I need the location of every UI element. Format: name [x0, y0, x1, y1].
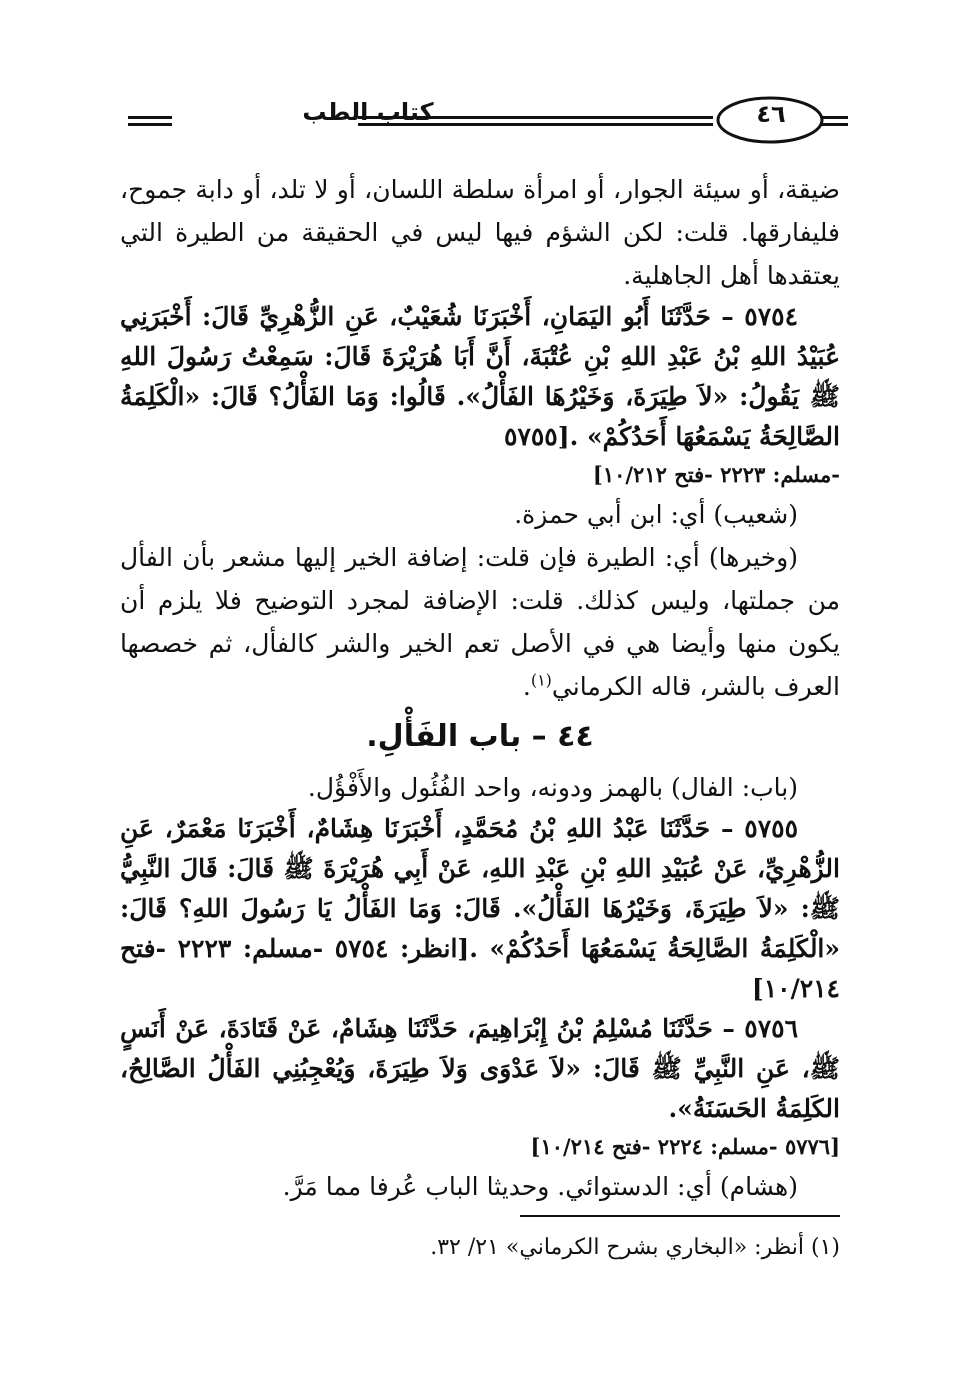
commentary-khayruha-end: . [522, 672, 531, 701]
commentary-chapter: (باب: الفال) بالهمز ودونه، واحد الفُئُول والأَفْؤُل. [307, 773, 798, 802]
book-title: كتاب الطب [302, 98, 434, 126]
main-text [120, 168, 840, 1208]
commentary-hisham: (هشام) أي: الدستوائي. وحديثا الباب عُرفا مما مَرَّ. [282, 1172, 798, 1201]
hadith-5756-reference: [٥٧٧٦ -مسلم: ٢٢٢٤ -فتح ١٠/٢١٤] [530, 1134, 840, 1159]
hadith-5754-reference: -مسلم: ٢٢٢٣ -فتح ١٠/٢١٢] [592, 462, 840, 487]
commentary-shuayb: (شعيب) أي: ابن أبي حمزة. [514, 500, 798, 529]
commentary-khayruha-text: (وخيرها) أي: الطيرة فإن قلت: إضافة الخير إليها مشعر بأن الفأل من جملتها، وليس كذلك. قلت: الإضافة لمجرد التوضيح فلا يلزم أن يكون منها وأيضا هي في الأصل تعم الخير والشر كالفأل، ثم خصصها العرف بالشر، قاله الكرماني [120, 543, 840, 701]
page-header [128, 92, 848, 146]
hadith-5756: ٥٧٥٦ – حَدَّثَنَا مُسْلِمُ بْنُ إِبْرَاهِيمَ، حَدَّثَنَا هِشَامٌ، عَنْ قَتَادَةَ، عَنْ أَنَسٍ ﷺ، عَنِ النَّبِيِّ ﷺ قَالَ: «لاَ عَدْوَى وَلاَ طِيَرَةَ، وَيُعْجِبُنِي الفَأْلُ الصَّالِحُ، الكَلِمَةُ الحَسَنَةُ». [120, 1014, 840, 1123]
hadith-5755: ٥٧٥٥ – حَدَّثَنَا عَبْدُ اللهِ بْنُ مُحَمَّدٍ، أَخْبَرَنَا هِشَامٌ، أَخْبَرَنَا مَعْمَرٌ، عَنِ الزُّهْرِيِّ، عَنْ عُبَيْدِ اللهِ بْنِ عَبْدِ اللهِ، عَنْ أَبِي هُرَيْرَةَ ﷺ قَالَ: قَالَ النَّبِيُّ ﷺ: «لاَ طِيَرَةَ، وَخَيْرُهَا الفَأْلُ». قَالَ: وَمَا الفَأْلُ يَا رَسُولَ اللهِ؟ قَالَ: «الْكَلِمَةُ الصَّالِحَةُ يَسْمَعُهَا أَحَدُكُمْ» .[انظر: ٥٧٥٤ -مسلم: ٢٢٢٣ -فتح ١٠/٢١٤] [120, 814, 841, 1003]
footnote: (١) أنظر: «البخاري بشرح الكرماني» ٢١/ ٣٢. [430, 1235, 840, 1260]
commentary-khayruha [120, 536, 840, 708]
paragraph-continuation: ضيقة، أو سيئة الجوار، أو امرأة سلطة اللسان، أو لا تلد، أو دابة جموح، فليفارقها. قلت: لكن الشؤم فيها ليس في الحقيقة من الطيرة التي يعتقدها أهل الجاهلية. [120, 175, 840, 290]
chapter-heading: ٤٤ – باب الفَأْلِ. [366, 719, 594, 754]
hadith-5754: ٥٧٥٤ – حَدَّثَنَا أَبُو اليَمَانِ، أَخْبَرَنَا شُعَيْبٌ، عَنِ الزُّهْرِيِّ قَالَ: أَخْبَرَنِي عُبَيْدُ اللهِ بْنُ عَبْدِ اللهِ بْنِ عُتْبَةَ، أَنَّ أَبَا هُرَيْرَةَ قَالَ: سَمِعْتُ رَسُولَ اللهِ ﷺ يَقُولُ: «لاَ طِيَرَةَ، وَخَيْرُهَا الفَأْلُ». قَالُوا: وَمَا الفَأْلُ؟ قَالَ: «الْكَلِمَةُ الصَّالِحَةُ يَسْمَعُهَا أَحَدُكُمْ» .[٥٧٥٥ [120, 302, 840, 451]
page-number: ٤٦ [756, 100, 786, 128]
footnote-separator [520, 1215, 840, 1217]
footnote-marker: (١) [530, 670, 552, 690]
